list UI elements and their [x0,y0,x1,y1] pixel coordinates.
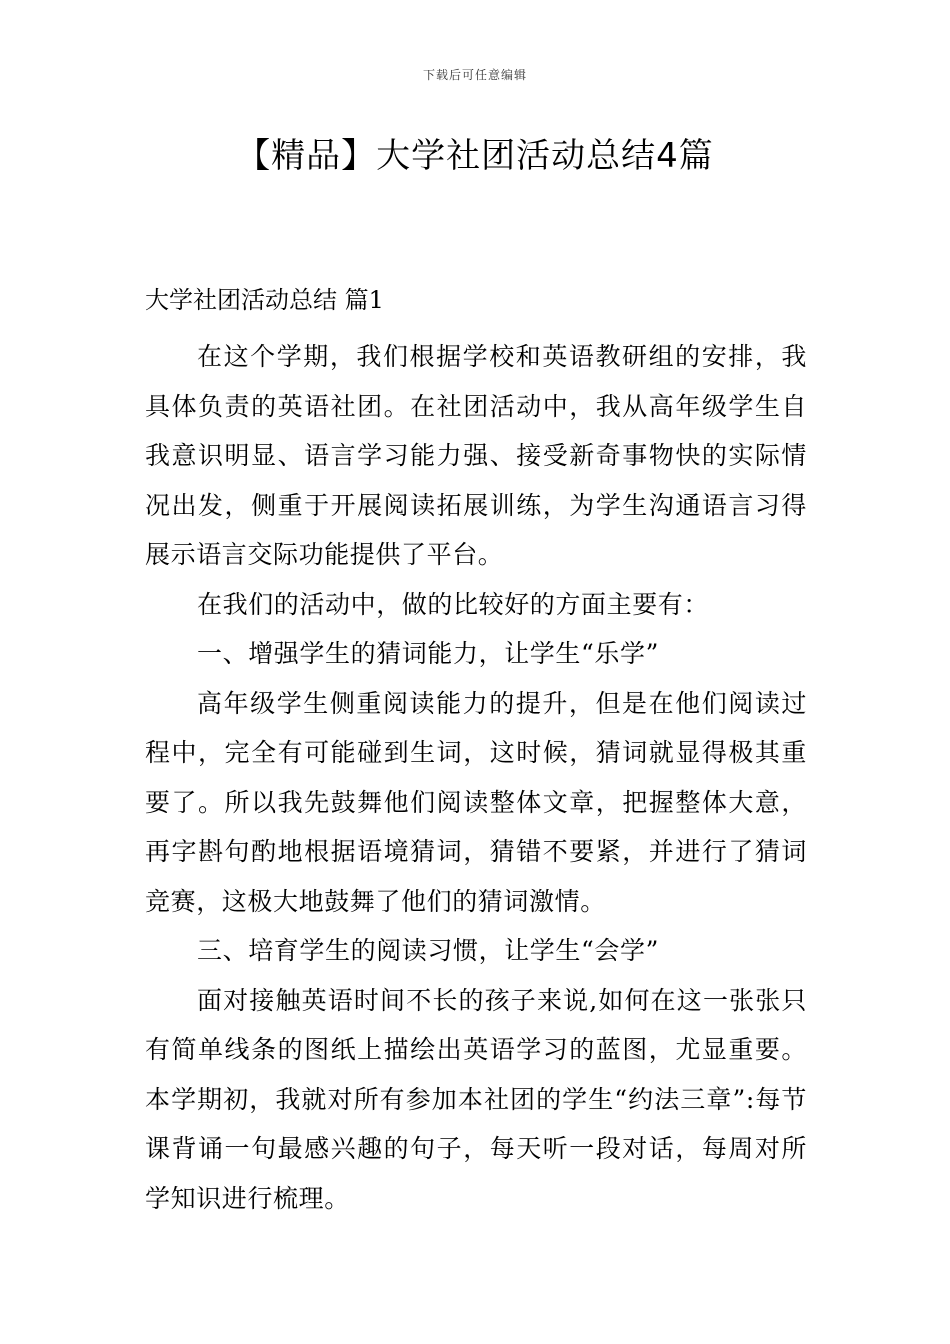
document-body [145,282,807,1223]
document-title: 【精品】大学社团活动总结4篇 [236,136,714,176]
heading-spacer [145,318,807,332]
header-note: 下载后可任意编辑 [422,68,527,82]
paragraph-intro: 在这个学期，我们根据学校和英语教研组的安排，我具体负责的英语社团。在社团活动中，我从高年级学生自我意识明显、语言学习能力强、接受新奇事物快的实际情况出发，侧重于开展阅读拓展训练，为学生沟通语言习得展示语言交际功能提供了平台。 [145,342,807,569]
paragraph-guessing: 高年级学生侧重阅读能力的提升，但是在他们阅读过程中，完全有可能碰到生词，这时候，猜词就显得极其重要了。所以我先鼓舞他们阅读整体文章，把握整体大意，再字斟句酌地根据语境猜词，猜错不要紧，并进行了猜词竞赛，这极大地鼓舞了他们的猜词激情。 [145,688,807,916]
paragraph-habits: 面对接触英语时间不长的孩子来说,如何在这一张张只有简单线条的图纸上描绘出英语学习的蓝图，尤显重要。本学期初，我就对所有参加本社团的学生“约法三章”:每节课背诵一句最感兴趣的句子，每天听一段对话，每周对所学知识进行梳理。 [145,985,807,1213]
paragraph-strengths: 在我们的活动中，做的比较好的方面主要有： [197,589,710,619]
paragraph-point-three: 三、培育学生的阅读习惯，让学生“会学” [197,936,659,965]
paragraph-point-one: 一、增强学生的猜词能力，让学生“乐学” [197,639,659,668]
section-heading: 大学社团活动总结 篇1 [145,286,384,314]
